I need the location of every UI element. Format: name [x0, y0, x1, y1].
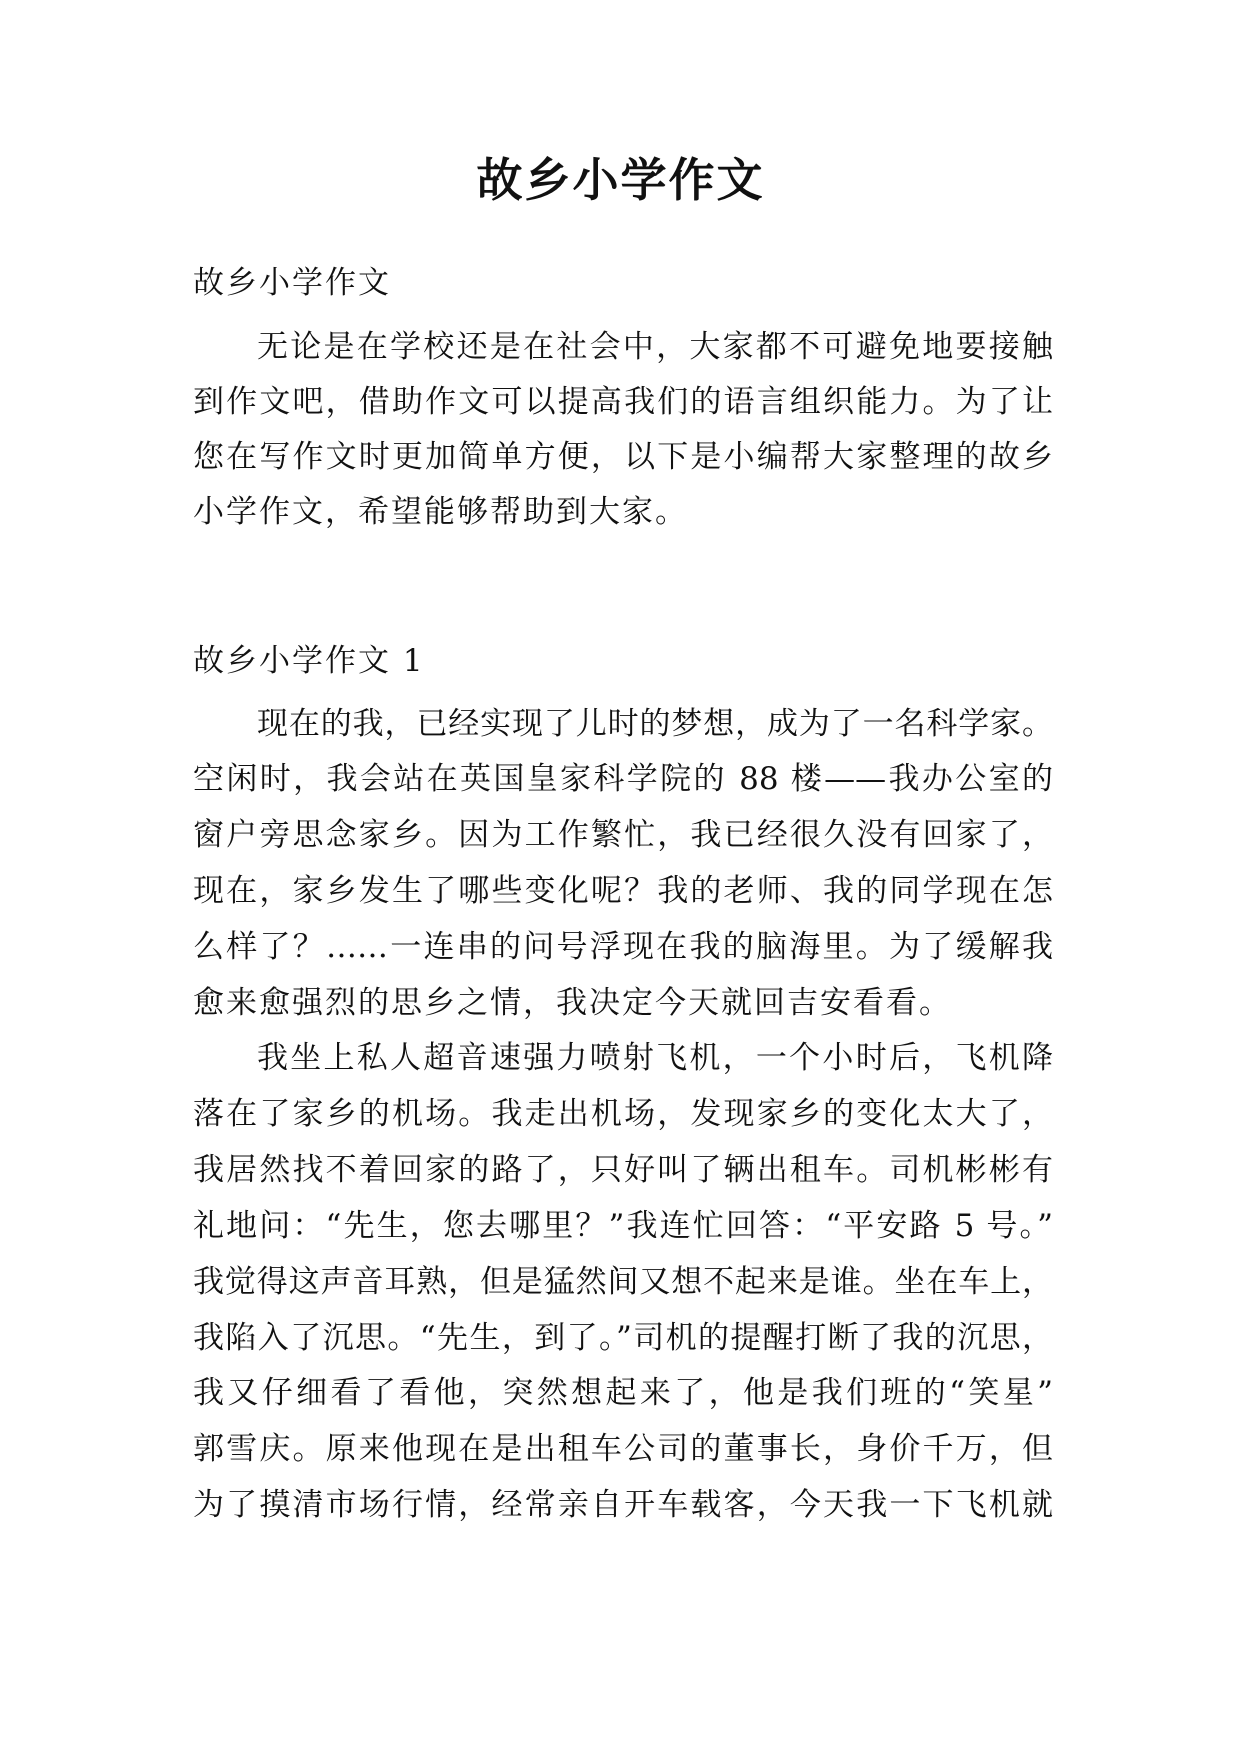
paragraph-line: 小学作文，希望能够帮助到大家。 [193, 494, 688, 530]
paragraph-line: 我坐上私人超音速强力喷射飞机，一个小时后，飞机降 [257, 1040, 1053, 1076]
paragraph-line: 无论是在学校还是在社会中，大家都不可避免地要接触 [257, 329, 1053, 365]
paragraph-line: 为了摸清市场行情，经常亲自开车载客，今天我一下飞机就 [193, 1487, 1053, 1523]
paragraph-line: 落在了家乡的机场。我走出机场，发现家乡的变化太大了， [193, 1096, 1053, 1132]
paragraph-line: 我居然找不着回家的路了，只好叫了辆出租车。司机彬彬有 [193, 1152, 1053, 1188]
paragraph-line: 您在写作文时更加简单方便，以下是小编帮大家整理的故乡 [193, 439, 1053, 475]
paragraph-line: 现在，家乡发生了哪些变化呢？我的老师、我的同学现在怎 [193, 873, 1053, 909]
essay1-heading: 故乡小学作文 1 [193, 643, 425, 679]
intro-heading: 故乡小学作文 [193, 265, 391, 301]
paragraph-line: 郭雪庆。原来他现在是出租车公司的董事长，身价千万，但 [193, 1431, 1053, 1467]
paragraph-line: 礼地问：“先生，您去哪里？”我连忙回答：“平安路 5 号。” [193, 1208, 1053, 1244]
paragraph-line: 到作文吧，借助作文可以提高我们的语言组织能力。为了让 [193, 384, 1053, 420]
document-title: 故乡小学作文 [476, 153, 765, 207]
paragraph-line: 窗户旁思念家乡。因为工作繁忙，我已经很久没有回家了， [193, 817, 1053, 853]
paragraph-line: 愈来愈强烈的思乡之情，我决定今天就回吉安看看。 [193, 985, 952, 1021]
paragraph-line: 我又仔细看了看他，突然想起来了，他是我们班的“笑星” [193, 1375, 1053, 1411]
paragraph-line: 么样了？……一连串的问号浮现在我的脑海里。为了缓解我 [193, 929, 1053, 965]
paragraph-line: 空闲时，我会站在英国皇家科学院的 88 楼——我办公室的 [193, 761, 1053, 797]
paragraph-line: 我陷入了沉思。“先生，到了。”司机的提醒打断了我的沉思， [193, 1320, 1053, 1356]
paragraph-line: 我觉得这声音耳熟，但是猛然间又想不起来是谁。坐在车上， [193, 1264, 1053, 1300]
paragraph-line: 现在的我，已经实现了儿时的梦想，成为了一名科学家。 [257, 706, 1053, 742]
